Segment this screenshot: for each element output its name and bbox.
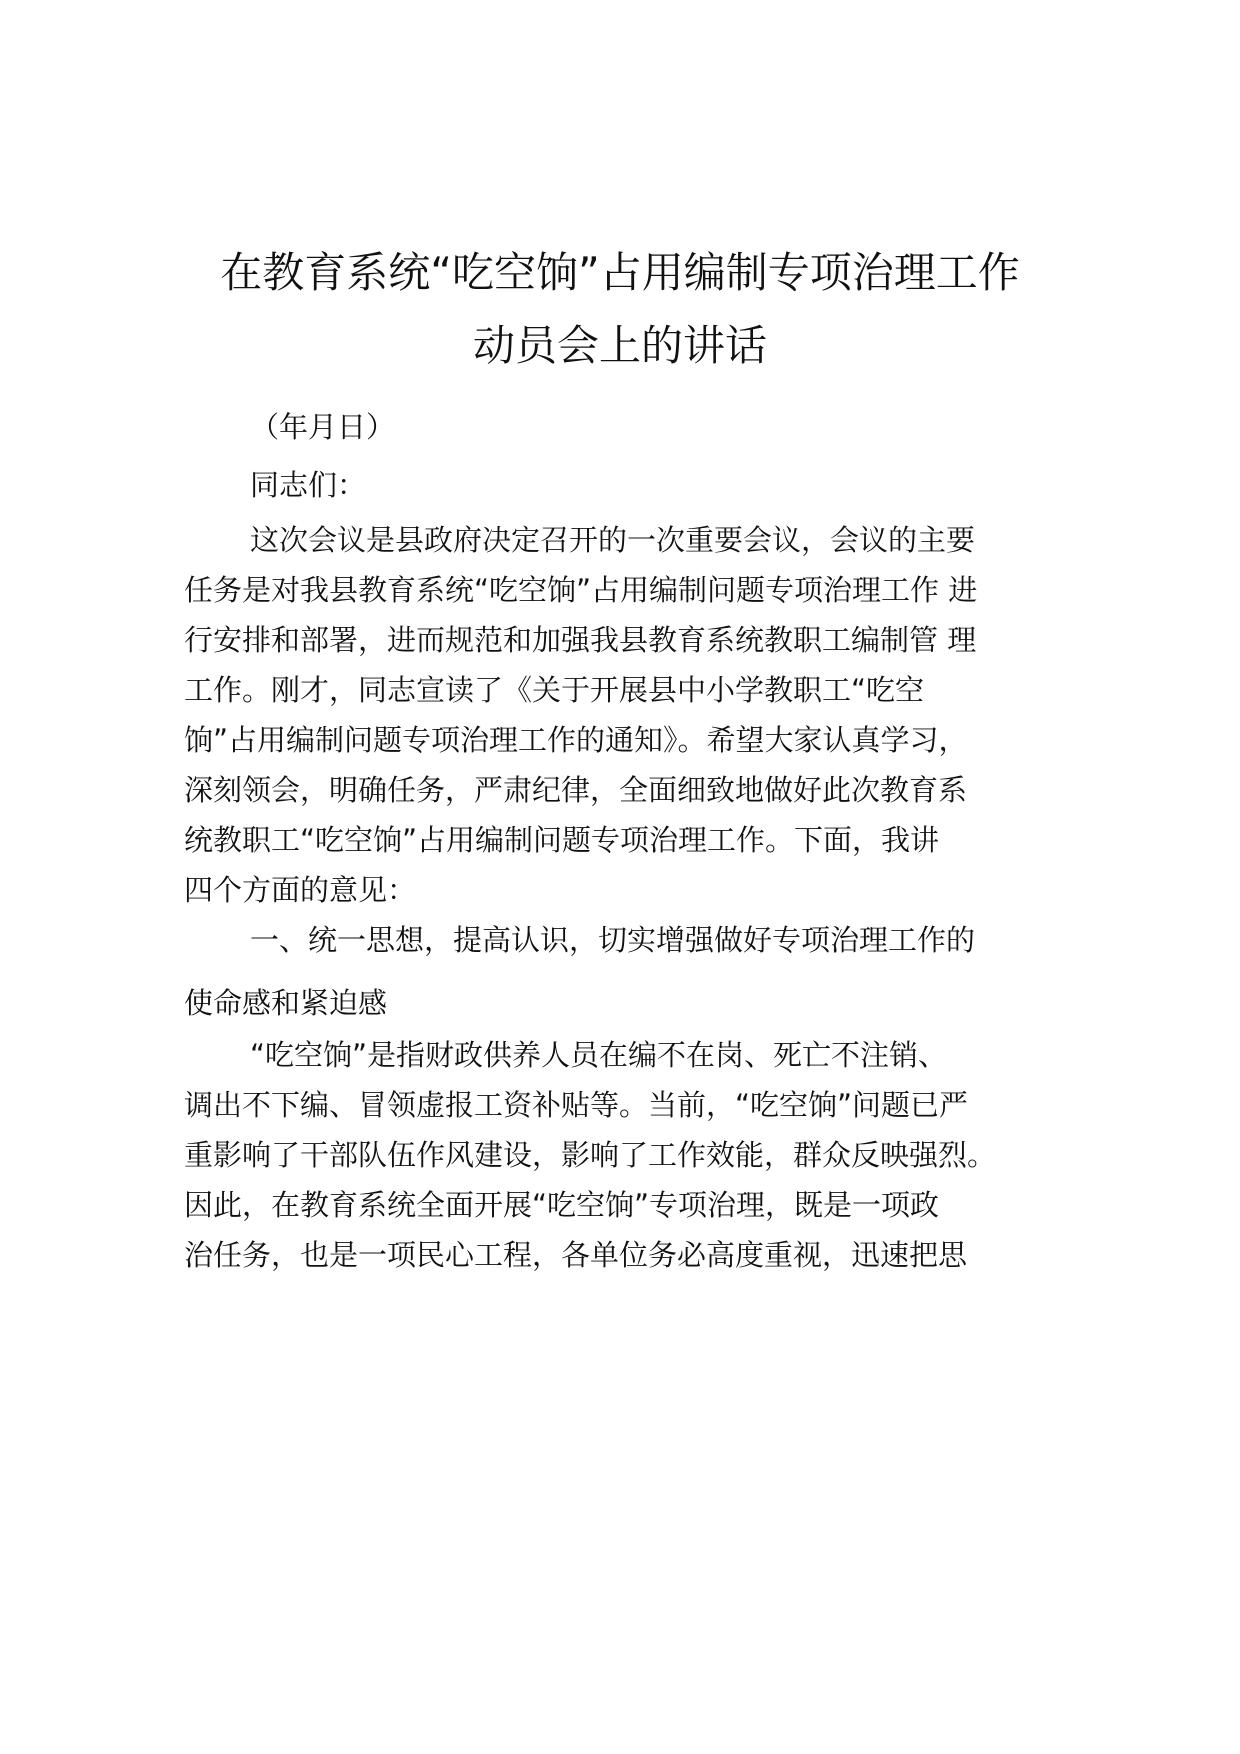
document-title-line-1: 在教育系统“吃空饷”占用编制专项治理工作 (220, 248, 1020, 297)
section-heading-continued: 使命感和紧迫感 (184, 986, 388, 1020)
section-heading: 一、统一思想，提高认识，切实增强做好专项治理工作的 (250, 923, 976, 957)
document-title-line-2: 动员会上的讲话 (472, 321, 767, 370)
body-line: 治任务，也是一项民心工程，各单位务必高度重视，迅速把思 (184, 1238, 968, 1272)
salutation: 同志们： (250, 468, 367, 502)
body-line: 工作。刚才，同志宣读了《关于开展县中小学教职工“吃空 (184, 673, 925, 707)
body-line: 统教职工“吃空饷”占用编制问题专项治理工作。下面，我讲 (184, 823, 940, 857)
body-line: 任务是对我县教育系统“吃空饷”占用编制问题专项治理工作 进 (184, 573, 978, 607)
body-line: “吃空饷”是指财政供养人员在编不在岗、死亡不注销、 (250, 1038, 948, 1072)
body-line: 四个方面的意见： (184, 873, 417, 907)
body-line: 行安排和部署，进而规范和加强我县教育系统教职工编制管 理 (184, 623, 977, 657)
speech-date: （年月日） (250, 410, 396, 444)
body-line: 调出不下编、冒领虚报工资补贴等。当前，“吃空饷”问题已严 (184, 1088, 969, 1122)
body-line: 重影响了干部队伍作风建设，影响了工作效能，群众反映强烈。 (184, 1138, 997, 1172)
body-line: 因此，在教育系统全面开展“吃空饷”专项治理，既是一项政 (184, 1188, 940, 1222)
body-line: 深刻领会，明确任务，严肃纪律，全面细致地做好此次教育系 (184, 773, 968, 807)
body-line: 饷”占用编制问题专项治理工作的通知》。希望大家认真学习， (184, 723, 968, 757)
body-line: 这次会议是县政府决定召开的一次重要会议，会议的主要 (250, 523, 976, 557)
